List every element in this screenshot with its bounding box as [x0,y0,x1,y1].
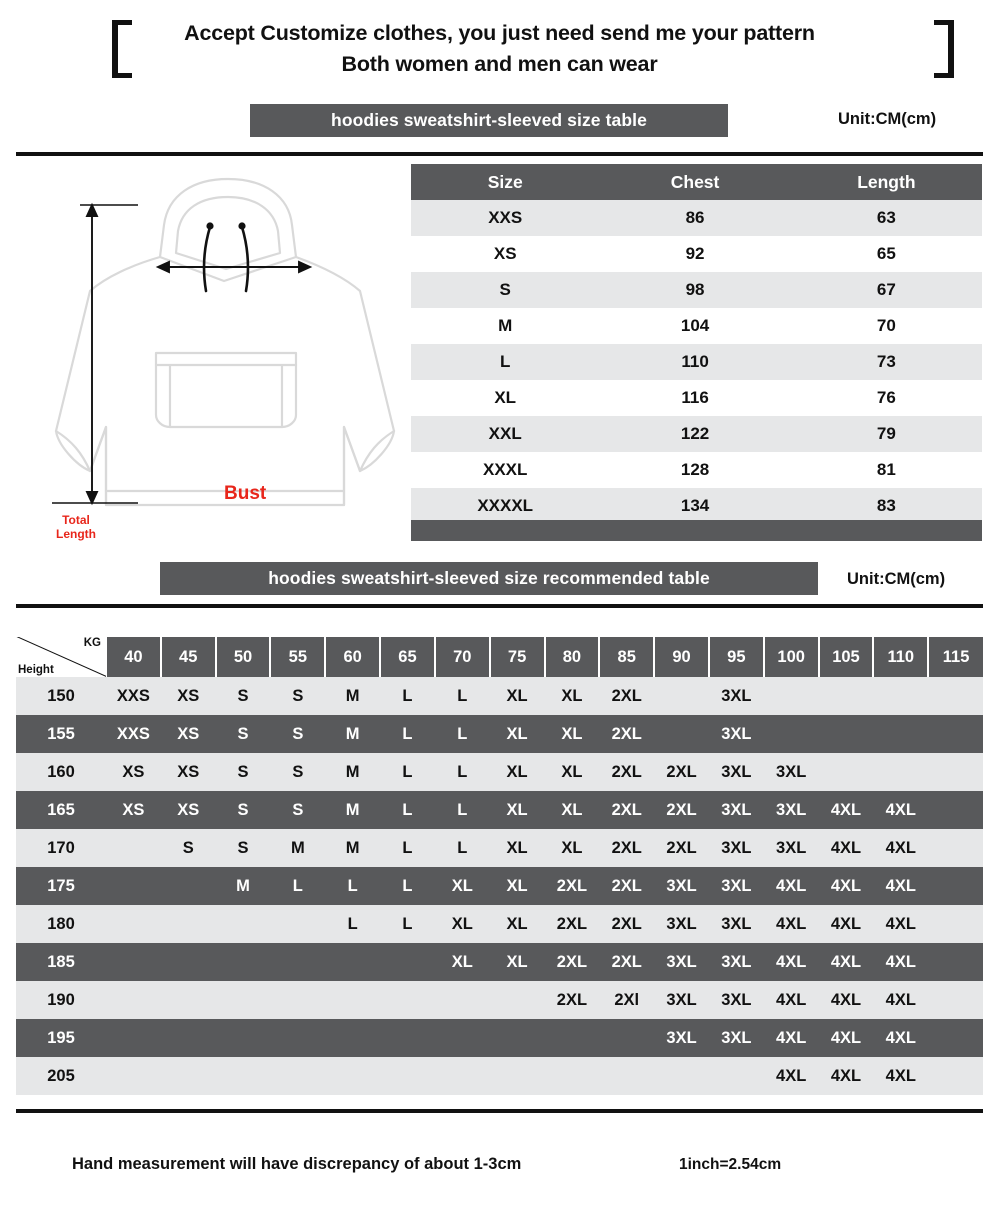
axis-label-kg: KG [83,637,101,649]
size-cell: 2XL [599,715,654,753]
size-cell: 2XL [599,829,654,867]
table-row [16,677,983,715]
size-table [411,164,982,524]
cell-chest: 98 [599,272,790,308]
height-cell: 165 [16,791,106,829]
size-cell: S [270,791,325,829]
size-cell [435,1057,490,1095]
weight-header-105: 105 [819,637,874,677]
size-cell [764,677,819,715]
size-cell [106,829,161,867]
size-cell: 4XL [819,1057,874,1095]
size-cell [764,715,819,753]
size-cell [325,943,380,981]
size-cell: 3XL [709,981,764,1019]
weight-header-60: 60 [325,637,380,677]
size-cell [216,905,271,943]
size-cell: L [270,867,325,905]
size-cell [873,753,928,791]
size-cell: L [435,715,490,753]
height-cell: 155 [16,715,106,753]
size-cell [270,1057,325,1095]
size-cell: 2XL [599,905,654,943]
size-cell: S [270,677,325,715]
cell-chest: 134 [599,488,790,524]
size-cell [928,943,983,981]
header [0,0,999,92]
table-row [411,416,982,452]
size-cell: 4XL [873,905,928,943]
size-cell: 4XL [873,943,928,981]
cell-size: XXXL [411,452,599,488]
weight-header-65: 65 [380,637,435,677]
size-cell [380,981,435,1019]
page-title-line-2: Both women and men can wear [341,52,658,76]
size-cell: XL [490,715,545,753]
cell-size: XS [411,236,599,272]
hoodie-illustration [28,165,403,545]
size-cell [216,943,271,981]
size-cell [216,981,271,1019]
size-cell: L [380,791,435,829]
hoodie-diagram [28,165,403,545]
size-cell [873,677,928,715]
size-cell: L [435,829,490,867]
size-cell: XXS [106,677,161,715]
size-cell: 2XL [545,981,600,1019]
size-cell [928,791,983,829]
size-cell: 3XL [709,943,764,981]
size-cell: 3XL [709,905,764,943]
size-cell: XL [490,829,545,867]
size-cell: L [380,905,435,943]
weight-header-95: 95 [709,637,764,677]
size-cell [325,1057,380,1095]
axis-label-height: Height [18,664,54,676]
size-cell: 3XL [709,677,764,715]
size-cell [106,867,161,905]
size-cell [490,981,545,1019]
size-cell [819,753,874,791]
weight-header-40: 40 [106,637,161,677]
size-cell: L [380,867,435,905]
size-cell: 3XL [709,829,764,867]
size-cell [928,867,983,905]
size-table-unit-label: Unit:CM(cm) [838,110,937,128]
size-cell [380,1019,435,1057]
measurement-disclaimer: Hand measurement will have discrepancy of about 1-3cm [72,1155,522,1173]
size-cell: 2XL [545,867,600,905]
size-cell: 4XL [819,981,874,1019]
size-cell [270,943,325,981]
cell-length: 81 [791,452,982,488]
cell-length: 76 [791,380,982,416]
size-cell [270,905,325,943]
size-cell: 4XL [819,867,874,905]
size-cell: L [325,905,380,943]
size-cell [325,1019,380,1057]
size-cell [928,829,983,867]
height-cell: 160 [16,753,106,791]
size-cell: 2XL [545,943,600,981]
cell-chest: 92 [599,236,790,272]
table-row [16,943,983,981]
size-cell: S [216,715,271,753]
table-row [411,308,982,344]
size-cell [928,981,983,1019]
size-cell [490,1019,545,1057]
size-cell: M [325,677,380,715]
size-cell [161,943,216,981]
size-cell: XL [490,791,545,829]
size-cell: 4XL [873,791,928,829]
size-cell: XL [490,905,545,943]
divider-top [16,152,983,156]
size-cell [928,1019,983,1057]
recommended-size-table [16,637,983,1095]
size-cell: 4XL [764,905,819,943]
divider-middle [16,604,983,608]
size-cell: L [435,791,490,829]
size-cell: 4XL [819,943,874,981]
size-table-header-size: Size [411,164,599,200]
weight-header-75: 75 [490,637,545,677]
size-cell: XL [490,677,545,715]
size-cell [599,1019,654,1057]
cell-size: XL [411,380,599,416]
cell-length: 73 [791,344,982,380]
size-cell: XS [161,715,216,753]
size-cell: 2XL [599,943,654,981]
size-cell [380,1057,435,1095]
size-cell [270,981,325,1019]
size-cell: L [380,715,435,753]
size-cell [216,1057,271,1095]
size-cell: 2XL [599,677,654,715]
size-cell [928,753,983,791]
page-title-line-1: Accept Customize clothes, you just need send me your pattern [184,21,815,45]
size-cell: 2XL [599,753,654,791]
height-cell: 185 [16,943,106,981]
size-cell: XL [435,905,490,943]
size-cell: 2Xl [599,981,654,1019]
size-cell: 2XL [545,905,600,943]
size-cell: XS [161,677,216,715]
height-cell: 170 [16,829,106,867]
size-cell [928,1057,983,1095]
size-cell: M [325,829,380,867]
size-cell: XL [545,753,600,791]
size-cell: XS [106,753,161,791]
size-cell [654,1057,709,1095]
size-cell [545,1057,600,1095]
size-cell [435,1019,490,1057]
size-cell: XS [161,791,216,829]
height-cell: 195 [16,1019,106,1057]
size-cell: XL [435,867,490,905]
size-cell: S [270,715,325,753]
height-cell: 190 [16,981,106,1019]
height-cell: 175 [16,867,106,905]
weight-header-115: 115 [928,637,983,677]
size-cell: 4XL [764,981,819,1019]
axis-corner-box [16,637,106,677]
size-cell [380,943,435,981]
table-row [411,272,982,308]
size-cell: XL [490,943,545,981]
size-cell: 2XL [654,753,709,791]
size-table-banner: hoodies sweatshirt-sleeved size table [250,104,728,137]
size-cell: 4XL [873,981,928,1019]
size-cell [873,715,928,753]
size-cell: 2XL [599,867,654,905]
table-row [16,905,983,943]
page-title [0,18,999,80]
weight-header-80: 80 [545,637,600,677]
table-row [411,488,982,524]
size-cell: XL [545,829,600,867]
cell-size: L [411,344,599,380]
size-cell: XS [161,753,216,791]
size-cell: XL [545,715,600,753]
size-cell [106,905,161,943]
table-row [16,981,983,1019]
cell-chest: 116 [599,380,790,416]
size-cell: 3XL [709,791,764,829]
size-cell: M [325,753,380,791]
size-cell [819,715,874,753]
height-cell: 150 [16,677,106,715]
size-cell [654,715,709,753]
size-cell: 4XL [873,867,928,905]
size-cell: S [216,753,271,791]
size-cell [106,981,161,1019]
height-cell: 180 [16,905,106,943]
size-cell: S [216,677,271,715]
size-cell: S [216,829,271,867]
size-cell: M [325,715,380,753]
weight-header-110: 110 [873,637,928,677]
table-row [16,1057,983,1095]
size-cell [928,905,983,943]
recommend-table-banner: hoodies sweatshirt-sleeved size recommended table [160,562,818,595]
cell-size: XXS [411,200,599,236]
size-cell: 4XL [819,1019,874,1057]
table-row [16,867,983,905]
cell-chest: 86 [599,200,790,236]
cell-size: S [411,272,599,308]
size-cell: 3XL [764,791,819,829]
size-cell [270,1019,325,1057]
size-cell: 3XL [709,1019,764,1057]
size-cell: 3XL [654,981,709,1019]
size-cell: S [161,829,216,867]
size-cell: L [435,753,490,791]
size-cell [819,677,874,715]
total-length-measure-label: Total Length [56,513,96,541]
size-cell [599,1057,654,1095]
size-cell: L [325,867,380,905]
size-cell [106,1057,161,1095]
size-cell: 3XL [709,867,764,905]
weight-header-100: 100 [764,637,819,677]
bust-measure-label: Bust [224,483,267,504]
size-cell [161,867,216,905]
size-cell: 3XL [709,715,764,753]
weight-header-90: 90 [654,637,709,677]
size-cell [928,715,983,753]
size-cell: 3XL [709,753,764,791]
size-cell: XL [545,791,600,829]
table-row [16,829,983,867]
cell-chest: 128 [599,452,790,488]
size-cell: 2XL [654,791,709,829]
cell-size: M [411,308,599,344]
size-cell: L [380,829,435,867]
size-cell: S [216,791,271,829]
size-cell: XL [490,867,545,905]
size-cell [490,1057,545,1095]
size-cell: 4XL [873,829,928,867]
inch-conversion-note: 1inch=2.54cm [679,1156,782,1173]
table-row [411,236,982,272]
recommend-header-row [16,637,983,677]
size-cell: 3XL [654,867,709,905]
table-row [411,200,982,236]
size-cell: L [380,753,435,791]
size-cell: M [270,829,325,867]
size-cell [545,1019,600,1057]
weight-header-50: 50 [216,637,271,677]
cell-length: 67 [791,272,982,308]
size-cell: 4XL [819,829,874,867]
size-cell: M [216,867,271,905]
size-cell: L [435,677,490,715]
size-cell: 3XL [654,1019,709,1057]
cell-size: XXXXL [411,488,599,524]
size-cell: 3XL [764,753,819,791]
size-cell [106,1019,161,1057]
size-cell: XL [545,677,600,715]
size-cell: 4XL [764,1019,819,1057]
size-cell: 3XL [654,905,709,943]
cell-length: 63 [791,200,982,236]
size-cell [106,943,161,981]
divider-bottom [16,1109,983,1113]
size-cell [654,677,709,715]
table-row [411,452,982,488]
size-cell: L [380,677,435,715]
table-row [16,715,983,753]
table-row [16,791,983,829]
size-cell: 4XL [873,1019,928,1057]
size-table-footer-bar [411,520,982,541]
weight-header-55: 55 [270,637,325,677]
size-cell: 4XL [819,791,874,829]
recommend-table-unit-label: Unit:CM(cm) [847,570,946,588]
height-cell: 205 [16,1057,106,1095]
cell-chest: 104 [599,308,790,344]
size-cell: 4XL [764,1057,819,1095]
cell-length: 79 [791,416,982,452]
size-cell: XXS [106,715,161,753]
table-row [411,344,982,380]
size-cell: 2XL [654,829,709,867]
size-cell [161,1057,216,1095]
size-table-header-row [411,164,982,200]
size-cell: 3XL [654,943,709,981]
cell-size: XXL [411,416,599,452]
size-cell [325,981,380,1019]
table-row [16,1019,983,1057]
weight-header-70: 70 [435,637,490,677]
size-cell: 4XL [819,905,874,943]
weight-header-85: 85 [599,637,654,677]
size-cell: M [325,791,380,829]
size-cell: 4XL [764,943,819,981]
size-cell [709,1057,764,1095]
table-row [16,753,983,791]
size-cell [216,1019,271,1057]
size-cell: XL [435,943,490,981]
cell-length: 83 [791,488,982,524]
size-cell: XS [106,791,161,829]
size-cell: XL [490,753,545,791]
cell-length: 65 [791,236,982,272]
size-cell [435,981,490,1019]
size-cell [161,1019,216,1057]
table-row [411,380,982,416]
size-cell [161,905,216,943]
size-cell: S [270,753,325,791]
cell-chest: 110 [599,344,790,380]
cell-chest: 122 [599,416,790,452]
axis-corner-cell [16,637,106,677]
cell-length: 70 [791,308,982,344]
size-cell [928,677,983,715]
size-table-header-length: Length [791,164,982,200]
size-table-header-chest: Chest [599,164,790,200]
size-cell: 2XL [599,791,654,829]
size-cell: 3XL [764,829,819,867]
size-cell: 4XL [764,867,819,905]
weight-header-45: 45 [161,637,216,677]
size-cell: 4XL [873,1057,928,1095]
size-cell [161,981,216,1019]
